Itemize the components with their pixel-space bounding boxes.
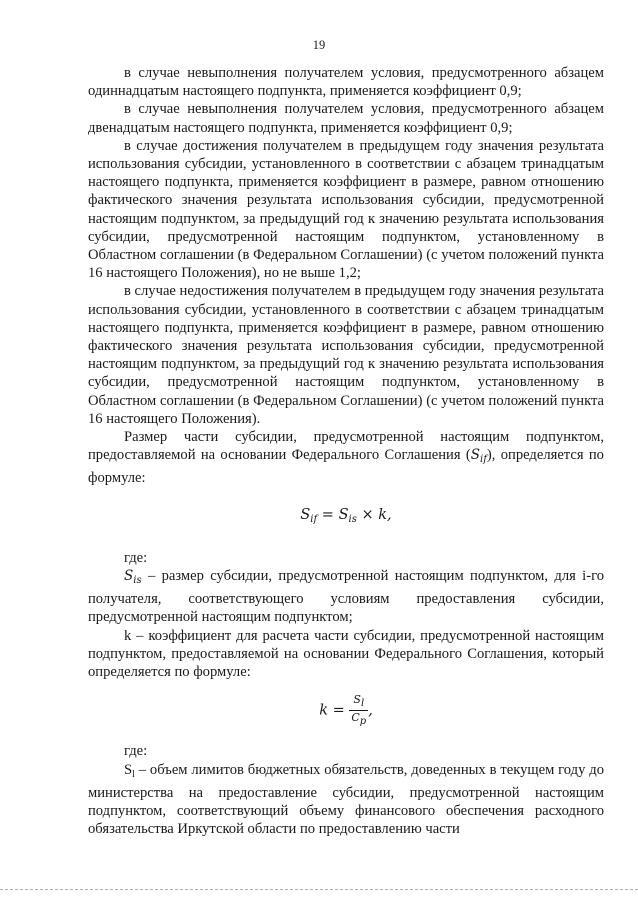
definition-s-is: $S_{is}$ – размер субсидии, предусмотренной настоящим подпунктом, для i-го получателя, соответствующего условиям предоставления субсидии, предусмотренной настоящим подпунктом; xyxy=(88,568,604,626)
definition-k: k – коэффициент для расчета части субсидии, предусмотренной настоящим подпунктом, предоставляемой на основании Федерального Соглашения, который определяется по формуле: xyxy=(88,627,604,681)
formula-s-if: $S_{if} = S_{is} \times k$, xyxy=(300,506,392,525)
paragraph-3: в случае достижения получателем в предыдущем году значения результата использования субсидии, установленного в соответствии с абзацем тринадцатым настоящего подпункта, применяется коэффициент в размере, равном отношению фактического значения результата использования субсидии, предусмотренной настоящим подпунктом, за предыдущий год к значению результата использования субсидии, предусмотренной настоящим подпунктом, установленному в Областном соглашении (в Федеральном Соглашении) (с учетом положений пункта 16 настоящего Положения), но не выше 1,2; xyxy=(88,137,604,282)
formula-k: k = $\frac{Sl}{Cp}$ , xyxy=(319,693,373,728)
paragraph-5-before: Размер части субсидии, предусмотренной настоящим подпунктом, предоставляемой на основании Федерального Соглашения ( xyxy=(88,429,604,464)
symbol-s-if: $S_{if}$ xyxy=(470,447,487,466)
where-label-2: где: xyxy=(124,743,148,760)
paragraph-4: в случае недостижения получателем в предыдущем году значения результата использования субсидии, установленного в соответствии с абзацем тринадцатым настоящего подпункта, применяется коэффициент в размере, равном отношению фактического значения результата использования субсидии, предусмотренной настоящим подпунктом, за предыдущий год к значению результата использования субсидии, предусмотренной настоящим подпунктом, установленному в Областном соглашении (в Федеральном Соглашении) (с учетом положений пункта 16 настоящего Положения). xyxy=(88,283,604,427)
paragraph-5 xyxy=(88,428,604,488)
scan-edge-line xyxy=(0,889,638,890)
paragraph-1: в случае невыполнения получателем условия, предусмотренного абзацем одиннадцатым настоящего подпункта, применяется коэффициент 0,9; xyxy=(88,65,604,100)
document-body xyxy=(88,64,604,838)
where-label-1: где: xyxy=(124,549,148,566)
paragraph-2: в случае невыполнения получателем условия, предусмотренного абзацем двенадцатым настоящего подпункта, применяется коэффициент 0,9; xyxy=(88,101,604,136)
paragraph-5-after: ), определяется по формуле: xyxy=(88,447,604,487)
definition-s-l: $S_l$ – объем лимитов бюджетных обязательств, доведенных в текущем году до министерства на предоставление субсидии, предусмотренной настоящим подпунктом, соответствующий объему финансового обеспечения расходного обязательства Иркутской области по предоставлению части xyxy=(88,761,604,838)
page-number: 19 xyxy=(312,38,326,52)
fraction: $\frac{Sl}{Cp}$ xyxy=(351,693,367,728)
